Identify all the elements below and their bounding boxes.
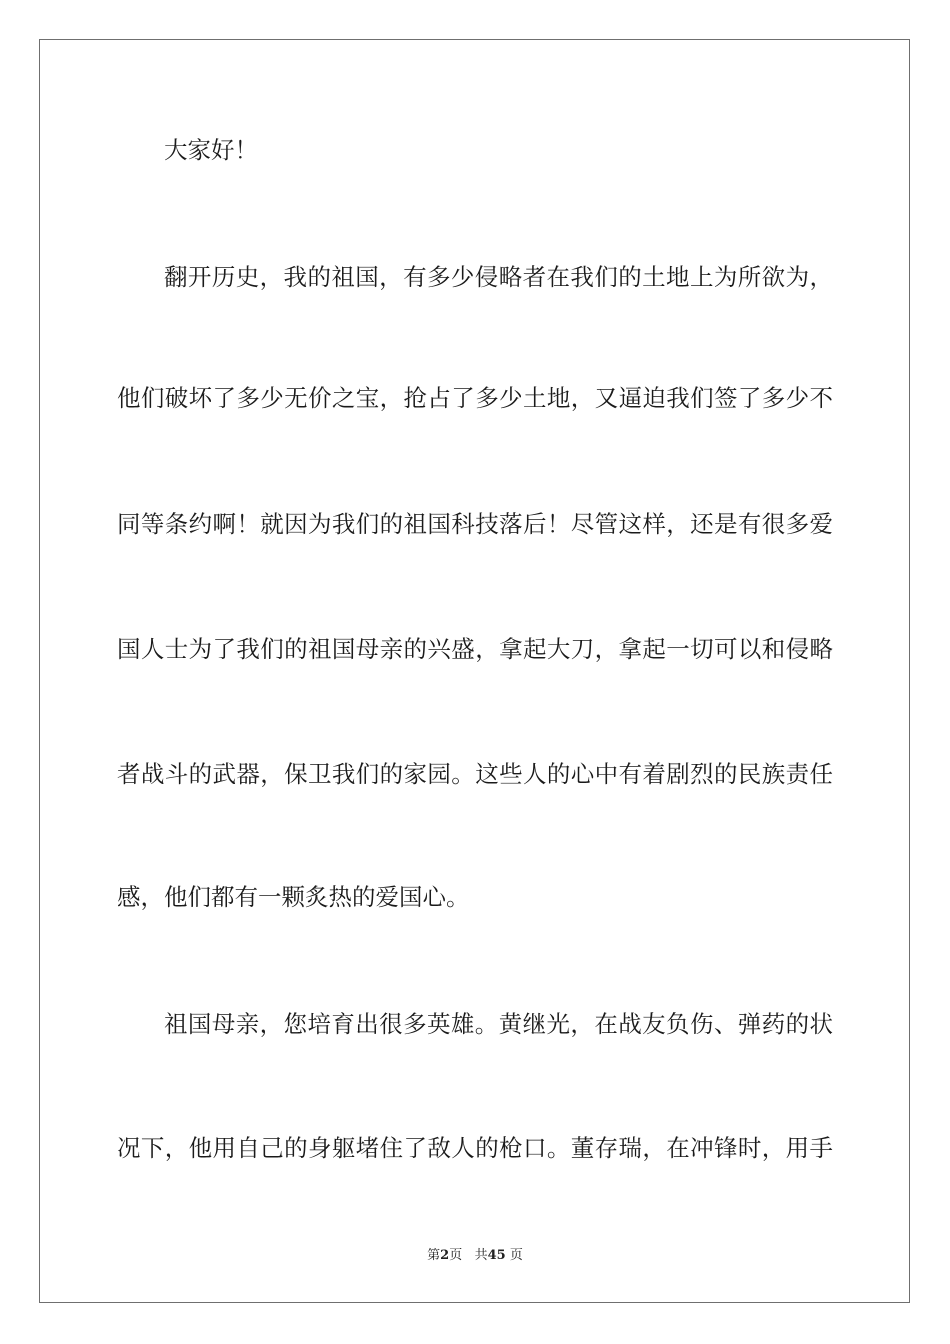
- paragraph-1-line-5: 者战斗的武器，保卫我们的家园。这些人的心中有着剧烈的民族责任: [117, 760, 833, 788]
- paragraph-1-line-6: 感，他们都有一颗炙热的爱国心。: [117, 883, 470, 911]
- paragraph-1-line-3: 同等条约啊！就因为我们的祖国科技落后！尽管这样，还是有很多爱: [117, 510, 833, 538]
- total-pages: 45: [487, 1248, 506, 1263]
- total-suffix: 页: [509, 1248, 523, 1263]
- total-prefix: 共: [474, 1248, 488, 1263]
- paragraph-1-line-2: 他们破坏了多少无价之宝，抢占了多少土地，又逼迫我们签了多少不: [117, 384, 833, 412]
- paragraph-2-line-1: 祖国母亲，您培育出很多英雄。黄继光，在战友负伤、弹药的状: [164, 1010, 833, 1038]
- page-border: [39, 39, 910, 1303]
- greeting-line: 大家好！: [164, 136, 258, 164]
- paragraph-2-line-2: 况下，他用自己的身躯堵住了敌人的枪口。董存瑞，在冲锋时，用手: [117, 1134, 833, 1162]
- paragraph-1-line-4: 国人士为了我们的祖国母亲的兴盛，拿起大刀，拿起一切可以和侵略: [117, 635, 833, 663]
- page-number: 2: [440, 1248, 450, 1263]
- page-footer: [0, 1247, 950, 1265]
- page-suffix: 页: [449, 1248, 463, 1263]
- paragraph-1-line-1: 翻开历史，我的祖国，有多少侵略者在我们的土地上为所欲为，: [164, 263, 833, 291]
- page-prefix: 第: [427, 1248, 441, 1263]
